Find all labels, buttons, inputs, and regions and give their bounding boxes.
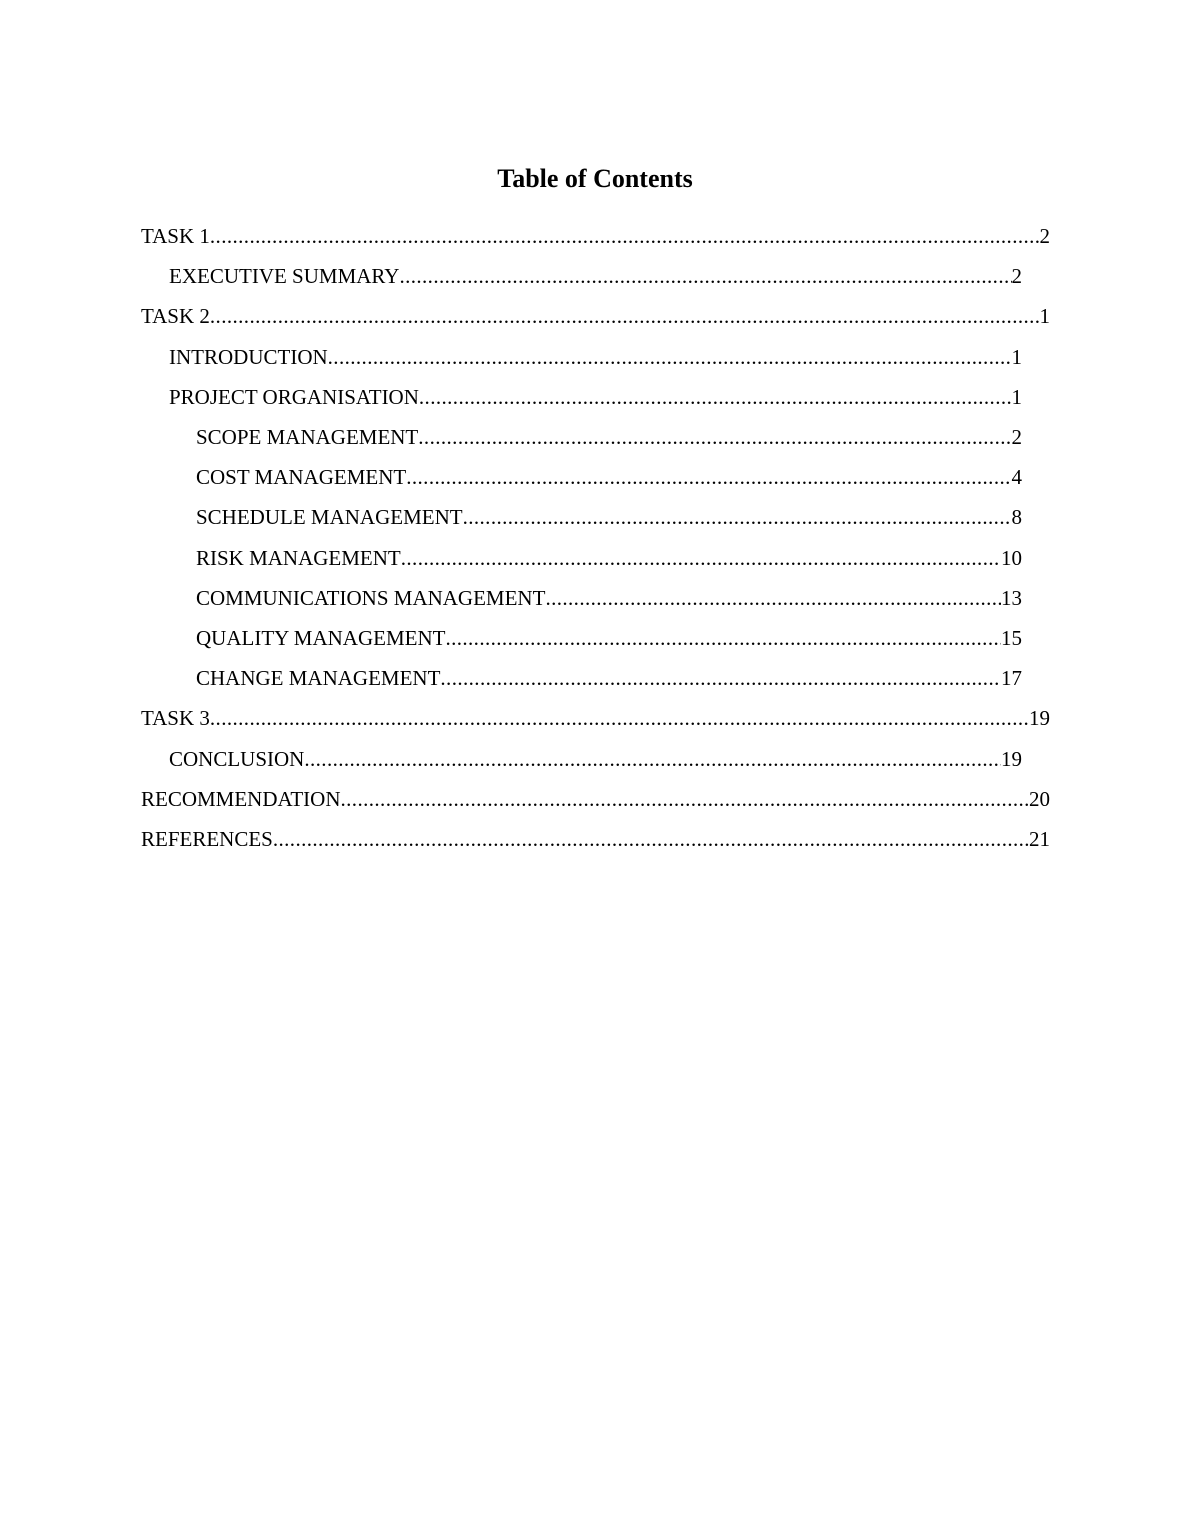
toc-entry-page-number: 2 [1011, 425, 1022, 449]
toc-entry-page-number: 4 [1011, 465, 1022, 489]
toc-entry-label: PROJECT ORGANISATION [169, 385, 419, 409]
toc-dot-leader [418, 417, 1011, 457]
toc-dot-leader [210, 698, 1029, 738]
toc-entry-page-number: 15 [1001, 626, 1022, 650]
toc-entry-page-number: 19 [1029, 706, 1050, 730]
toc-entry-page-number: 8 [1011, 505, 1022, 529]
toc-entry-label: INTRODUCTION [169, 345, 328, 369]
toc-entry-label: COMMUNICATIONS MANAGEMENT [196, 586, 546, 610]
toc-entry-page-number: 1 [1039, 304, 1050, 328]
toc-dot-leader [328, 337, 1012, 377]
toc-entry[interactable] [141, 779, 1050, 819]
toc-entry-label: CONCLUSION [169, 747, 305, 771]
toc-dot-leader [419, 377, 1012, 417]
toc-entry-label: RISK MANAGEMENT [196, 546, 401, 570]
toc-entry-page-number: 13 [1001, 586, 1022, 610]
toc-entry[interactable] [141, 698, 1050, 738]
toc-entry[interactable] [196, 538, 1022, 578]
toc-entry-label: SCHEDULE MANAGEMENT [196, 505, 463, 529]
toc-entry-page-number: 19 [1001, 747, 1022, 771]
toc-entry-label: TASK 2 [141, 304, 210, 328]
toc-entry-page-number: 20 [1029, 787, 1050, 811]
toc-entry-label: CHANGE MANAGEMENT [196, 666, 441, 690]
toc-entry[interactable] [141, 296, 1050, 336]
toc-dot-leader [463, 497, 1012, 537]
toc-entry-label: TASK 3 [141, 706, 210, 730]
toc-entry-page-number: 1 [1011, 385, 1022, 409]
toc-dot-leader [210, 296, 1040, 336]
toc-dot-leader [341, 779, 1030, 819]
toc-entry-label: COST MANAGEMENT [196, 465, 407, 489]
toc-dot-leader [273, 819, 1029, 859]
toc-title: Table of Contents [497, 164, 693, 193]
toc-entry-label: SCOPE MANAGEMENT [196, 425, 419, 449]
toc-dot-leader [440, 658, 1001, 698]
toc-entry-label: TASK 1 [141, 224, 210, 248]
toc-entry-page-number: 2 [1011, 264, 1022, 288]
toc-dot-leader [399, 256, 1011, 296]
toc-entry[interactable] [196, 457, 1022, 497]
toc-entry[interactable] [196, 497, 1022, 537]
toc-entry-page-number: 17 [1001, 666, 1022, 690]
toc-entry[interactable] [169, 256, 1022, 296]
toc-entry[interactable] [196, 658, 1022, 698]
toc-dot-leader [545, 578, 1001, 618]
toc-entry[interactable] [196, 618, 1022, 658]
toc-entry-label: QUALITY MANAGEMENT [196, 626, 446, 650]
toc-dot-leader [210, 216, 1040, 256]
toc-entry[interactable] [169, 337, 1022, 377]
toc-entry-page-number: 10 [1001, 546, 1022, 570]
toc-entry-label: RECOMMENDATION [141, 787, 341, 811]
toc-entry[interactable] [169, 377, 1022, 417]
toc-entry-page-number: 2 [1039, 224, 1050, 248]
toc-dot-leader [401, 538, 1001, 578]
toc-entry[interactable] [141, 819, 1050, 859]
toc-entry[interactable] [169, 739, 1022, 779]
toc-entry-label: EXECUTIVE SUMMARY [169, 264, 400, 288]
toc-dot-leader [406, 457, 1011, 497]
toc-entry[interactable] [196, 417, 1022, 457]
toc-entry-page-number: 1 [1011, 345, 1022, 369]
toc-dot-leader [445, 618, 1001, 658]
toc-entry[interactable] [141, 216, 1050, 256]
toc-dot-leader [304, 739, 1001, 779]
toc-entry[interactable] [196, 578, 1022, 618]
toc-entry-page-number: 21 [1029, 827, 1050, 851]
toc-entry-label: REFERENCES [141, 827, 273, 851]
